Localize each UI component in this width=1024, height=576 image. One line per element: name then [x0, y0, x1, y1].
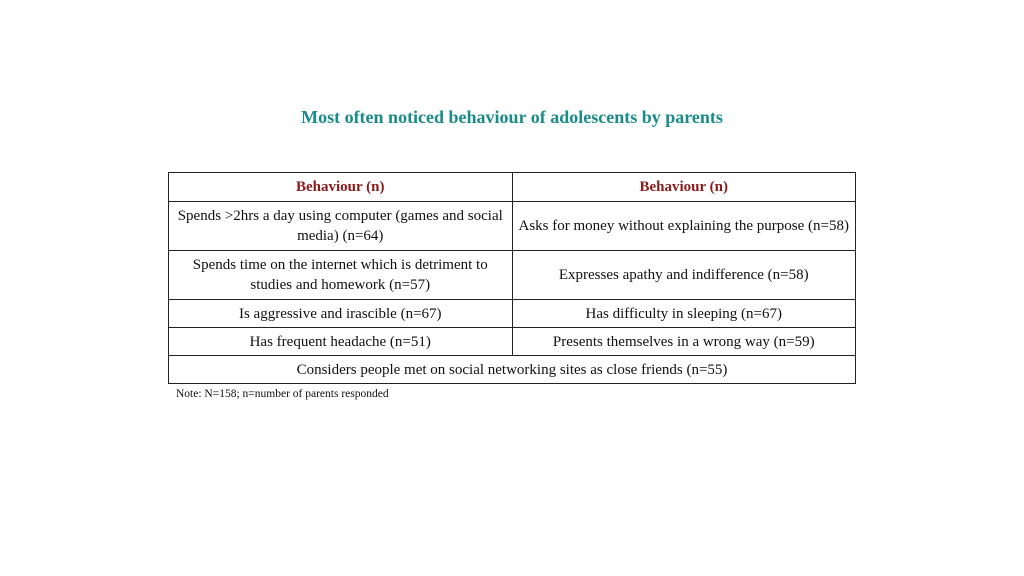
table-row-full-width: [169, 356, 856, 384]
column-header-left: Behaviour (n): [169, 173, 513, 202]
table-cell: Presents themselves in a wrong way (n=59): [512, 328, 856, 356]
table-row: [169, 300, 856, 328]
table-cell: Is aggressive and irascible (n=67): [169, 300, 513, 328]
page-title: Most often noticed behaviour of adolescents by parents: [301, 107, 723, 127]
table-cell: Asks for money without explaining the purpose (n=58): [512, 202, 856, 251]
table-row: [169, 202, 856, 251]
table-row: [169, 251, 856, 300]
behaviour-table: [168, 172, 856, 384]
table-cell: Spends >2hrs a day using computer (games and social media) (n=64): [169, 202, 513, 251]
table-row: [169, 328, 856, 356]
table-cell: Has frequent headache (n=51): [169, 328, 513, 356]
table-note: Note: N=158; n=number of parents responded: [176, 388, 389, 400]
table-cell-full-width: Considers people met on social networking sites as close friends (n=55): [169, 356, 856, 384]
column-header-right: Behaviour (n): [512, 173, 856, 202]
table-cell: Has difficulty in sleeping (n=67): [512, 300, 856, 328]
table-header-row: [169, 173, 856, 202]
table-cell: Expresses apathy and indifference (n=58): [512, 251, 856, 300]
table-cell: Spends time on the internet which is detriment to studies and homework (n=57): [169, 251, 513, 300]
